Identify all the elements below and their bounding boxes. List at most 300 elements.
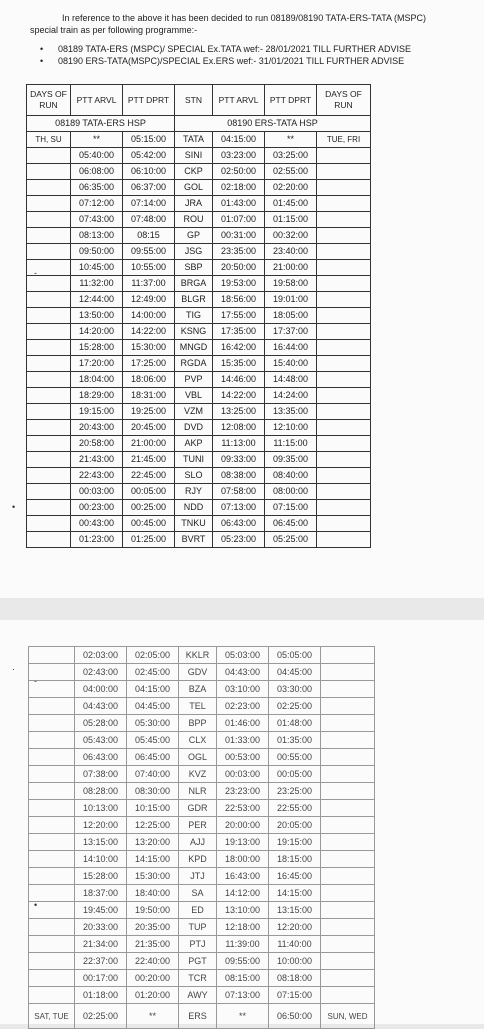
station-cell: MNGD bbox=[175, 340, 213, 356]
return-departure-cell: 12:20:00 bbox=[269, 919, 321, 936]
return-days-of-run-cell bbox=[321, 851, 375, 868]
return-departure-cell: 18:05:00 bbox=[265, 308, 317, 324]
days-of-run-cell bbox=[27, 532, 71, 548]
return-days-of-run-cell bbox=[317, 244, 371, 260]
days-of-run-cell bbox=[27, 516, 71, 532]
station-cell: GOL bbox=[175, 180, 213, 196]
return-departure-cell: 06:50:00 bbox=[269, 1004, 321, 1029]
station-cell: BRGA bbox=[175, 276, 213, 292]
days-of-run-cell bbox=[29, 698, 75, 715]
return-departure-cell: 17:37:00 bbox=[265, 324, 317, 340]
days-of-run-cell bbox=[29, 681, 75, 698]
departure-cell: 00:20:00 bbox=[127, 970, 179, 987]
days-of-run-cell bbox=[29, 919, 75, 936]
departure-cell: 20:45:00 bbox=[123, 420, 175, 436]
arrival-cell: 18:29:00 bbox=[71, 388, 123, 404]
return-days-of-run-cell bbox=[317, 148, 371, 164]
return-days-of-run-cell bbox=[321, 732, 375, 749]
return-departure-header: PTT DPRT bbox=[265, 85, 317, 116]
return-arrival-cell: 00:03:00 bbox=[217, 766, 269, 783]
return-arrival-cell: 14:46:00 bbox=[213, 372, 265, 388]
return-departure-cell: 09:35:00 bbox=[265, 452, 317, 468]
arrival-cell: 02:03:00 bbox=[75, 647, 127, 664]
return-days-of-run-cell bbox=[317, 292, 371, 308]
departure-cell: 07:48:00 bbox=[123, 212, 175, 228]
departure-cell: 04:45:00 bbox=[127, 698, 179, 715]
station-cell: SINI bbox=[175, 148, 213, 164]
station-cell: TATA bbox=[175, 132, 213, 148]
return-departure-cell: 01:35:00 bbox=[269, 732, 321, 749]
table-row bbox=[27, 532, 371, 548]
return-days-of-run-cell bbox=[321, 902, 375, 919]
station-cell: OGL bbox=[179, 749, 217, 766]
return-arrival-cell: ** bbox=[217, 1004, 269, 1029]
table-row bbox=[29, 647, 375, 664]
departure-cell: 13:20:00 bbox=[127, 834, 179, 851]
return-departure-cell: 05:25:00 bbox=[265, 532, 317, 548]
arrival-cell: 00:17:00 bbox=[75, 970, 127, 987]
return-days-of-run-cell bbox=[317, 212, 371, 228]
table-row bbox=[29, 970, 375, 987]
table-row bbox=[27, 356, 371, 372]
return-arrival-cell: 00:31:00 bbox=[213, 228, 265, 244]
return-days-of-run-cell bbox=[321, 681, 375, 698]
return-days-of-run-cell bbox=[321, 749, 375, 766]
return-arrival-cell: 07:58:00 bbox=[213, 484, 265, 500]
days-of-run-header: DAYS OF RUN bbox=[27, 85, 71, 116]
return-arrival-cell: 14:12:00 bbox=[217, 885, 269, 902]
arrival-cell: 02:43:00 bbox=[75, 664, 127, 681]
days-of-run-cell bbox=[27, 180, 71, 196]
return-arrival-cell: 23:23:00 bbox=[217, 783, 269, 800]
days-of-run-cell bbox=[29, 902, 75, 919]
table-row bbox=[27, 212, 371, 228]
margin-mark: • bbox=[12, 502, 16, 512]
return-days-of-run-cell bbox=[317, 436, 371, 452]
station-header: STN bbox=[175, 85, 213, 116]
arrival-cell: 10:45:00 bbox=[71, 260, 123, 276]
arrival-cell: 22:37:00 bbox=[75, 953, 127, 970]
days-of-run-cell bbox=[27, 372, 71, 388]
departure-cell: 19:25:00 bbox=[123, 404, 175, 420]
days-of-run-cell bbox=[27, 500, 71, 516]
return-days-of-run-cell bbox=[321, 698, 375, 715]
return-arrival-cell: 20:00:00 bbox=[217, 817, 269, 834]
return-days-of-run-cell bbox=[317, 340, 371, 356]
departure-cell: 00:05:00 bbox=[123, 484, 175, 500]
departure-cell: 22:45:00 bbox=[123, 468, 175, 484]
departure-cell: 06:45:00 bbox=[127, 749, 179, 766]
return-arrival-cell: 18:00:00 bbox=[217, 851, 269, 868]
departure-cell: 19:50:00 bbox=[127, 902, 179, 919]
table-row bbox=[29, 766, 375, 783]
return-arrival-cell: 08:38:00 bbox=[213, 468, 265, 484]
return-departure-cell: 20:05:00 bbox=[269, 817, 321, 834]
arrival-cell: 07:38:00 bbox=[75, 766, 127, 783]
station-cell: KPD bbox=[179, 851, 217, 868]
arrival-cell: 04:00:00 bbox=[75, 681, 127, 698]
return-arrival-cell: 19:53:00 bbox=[213, 276, 265, 292]
station-cell: DVD bbox=[175, 420, 213, 436]
station-cell: SA bbox=[179, 885, 217, 902]
arrival-cell: 12:20:00 bbox=[75, 817, 127, 834]
station-cell: BZA bbox=[179, 681, 217, 698]
table-row bbox=[29, 715, 375, 732]
days-of-run-cell bbox=[29, 732, 75, 749]
return-departure-cell: 12:10:00 bbox=[265, 420, 317, 436]
table-row bbox=[29, 987, 375, 1004]
table-row bbox=[27, 420, 371, 436]
station-cell: KSNG bbox=[175, 324, 213, 340]
station-cell: GP bbox=[175, 228, 213, 244]
return-departure-cell: 00:05:00 bbox=[269, 766, 321, 783]
table-row bbox=[27, 292, 371, 308]
return-days-of-run-cell bbox=[321, 987, 375, 1004]
return-days-of-run-cell bbox=[321, 936, 375, 953]
station-cell: TEL bbox=[179, 698, 217, 715]
bullet-text: 08190 ERS-TATA(MSPC)/SPECIAL Ex.ERS wef:- 31/01/2021 TILL FURTHER ADVISE bbox=[58, 56, 405, 66]
days-of-run-cell bbox=[27, 148, 71, 164]
return-arrival-cell: 19:13:00 bbox=[217, 834, 269, 851]
return-arrival-cell: 01:07:00 bbox=[213, 212, 265, 228]
header-row bbox=[27, 85, 371, 116]
station-cell: ED bbox=[179, 902, 217, 919]
departure-cell: 00:45:00 bbox=[123, 516, 175, 532]
table-row bbox=[27, 468, 371, 484]
return-days-of-run-cell bbox=[317, 516, 371, 532]
return-days-of-run-cell bbox=[321, 885, 375, 902]
station-cell: KKLR bbox=[179, 647, 217, 664]
return-departure-cell: 21:00:00 bbox=[265, 260, 317, 276]
return-departure-cell: 00:55:00 bbox=[269, 749, 321, 766]
arrival-cell: 12:44:00 bbox=[71, 292, 123, 308]
return-days-of-run-cell bbox=[317, 196, 371, 212]
table-row bbox=[29, 732, 375, 749]
return-arrival-cell: 08:15:00 bbox=[217, 970, 269, 987]
table-row bbox=[29, 817, 375, 834]
station-cell: AKP bbox=[175, 436, 213, 452]
departure-cell: 01:25:00 bbox=[123, 532, 175, 548]
days-of-run-cell bbox=[27, 292, 71, 308]
return-arrival-cell: 07:13:00 bbox=[217, 987, 269, 1004]
station-cell: JSG bbox=[175, 244, 213, 260]
station-cell: PVP bbox=[175, 372, 213, 388]
arrival-cell: 19:15:00 bbox=[71, 404, 123, 420]
table-row bbox=[29, 1004, 375, 1029]
return-departure-cell: 01:48:00 bbox=[269, 715, 321, 732]
return-departure-cell: 23:40:00 bbox=[265, 244, 317, 260]
station-cell: SLO bbox=[175, 468, 213, 484]
days-of-run-cell bbox=[29, 868, 75, 885]
return-days-of-run-cell bbox=[317, 228, 371, 244]
station-cell: JTJ bbox=[179, 868, 217, 885]
return-arrival-cell: 12:18:00 bbox=[217, 919, 269, 936]
return-days-of-run-cell bbox=[317, 404, 371, 420]
return-arrival-cell: 11:39:00 bbox=[217, 936, 269, 953]
days-of-run-cell bbox=[27, 164, 71, 180]
arrival-cell: 08:13:00 bbox=[71, 228, 123, 244]
bullet-icon: • bbox=[40, 44, 44, 54]
arrival-cell: ** bbox=[71, 132, 123, 148]
days-of-run-cell bbox=[29, 834, 75, 851]
intro-line-1: In reference to the above it has been decided to run 08189/08190 TATA-ERS-TATA (MSPC) bbox=[62, 13, 427, 23]
return-departure-cell: 13:15:00 bbox=[269, 902, 321, 919]
arrival-cell: 14:10:00 bbox=[75, 851, 127, 868]
return-departure-cell: 15:40:00 bbox=[265, 356, 317, 372]
return-departure-cell: 07:15:00 bbox=[265, 500, 317, 516]
station-cell: TUP bbox=[179, 919, 217, 936]
arrival-cell: 07:12:00 bbox=[71, 196, 123, 212]
return-days-of-run-cell bbox=[321, 800, 375, 817]
departure-cell: 12:25:00 bbox=[127, 817, 179, 834]
table-row bbox=[29, 698, 375, 715]
departure-cell: 01:20:00 bbox=[127, 987, 179, 1004]
return-arrival-cell: 11:13:00 bbox=[213, 436, 265, 452]
return-departure-cell: 04:45:00 bbox=[269, 664, 321, 681]
return-arrival-cell: 01:33:00 bbox=[217, 732, 269, 749]
return-arrival-cell: 13:25:00 bbox=[213, 404, 265, 420]
station-cell: RJY bbox=[175, 484, 213, 500]
table-row bbox=[27, 148, 371, 164]
return-departure-cell: 03:25:00 bbox=[265, 148, 317, 164]
arrival-cell: 10:13:00 bbox=[75, 800, 127, 817]
station-cell: VZM bbox=[175, 404, 213, 420]
days-of-run-cell bbox=[29, 936, 75, 953]
table-row bbox=[27, 276, 371, 292]
return-days-of-run-cell bbox=[317, 468, 371, 484]
return-days-of-run-cell bbox=[317, 324, 371, 340]
return-arrival-cell: 07:13:00 bbox=[213, 500, 265, 516]
return-departure-cell: 14:48:00 bbox=[265, 372, 317, 388]
days-of-run-cell bbox=[27, 324, 71, 340]
departure-cell: 09:55:00 bbox=[123, 244, 175, 260]
table-row bbox=[27, 340, 371, 356]
table-row bbox=[27, 132, 371, 148]
return-arrival-cell: 02:50:00 bbox=[213, 164, 265, 180]
departure-cell: 21:35:00 bbox=[127, 936, 179, 953]
return-arrival-cell: 04:15:00 bbox=[213, 132, 265, 148]
arrival-cell: 00:03:00 bbox=[71, 484, 123, 500]
return-arrival-cell: 17:35:00 bbox=[213, 324, 265, 340]
station-cell: TIG bbox=[175, 308, 213, 324]
return-days-of-run-cell bbox=[321, 715, 375, 732]
days-of-run-cell bbox=[27, 388, 71, 404]
arrival-cell: 15:28:00 bbox=[75, 868, 127, 885]
departure-cell: 12:49:00 bbox=[123, 292, 175, 308]
table-row bbox=[27, 308, 371, 324]
table-row bbox=[29, 919, 375, 936]
departure-cell: 14:15:00 bbox=[127, 851, 179, 868]
days-of-run-cell bbox=[27, 196, 71, 212]
return-departure-cell: 00:32:00 bbox=[265, 228, 317, 244]
return-departure-cell: ** bbox=[265, 132, 317, 148]
table-row bbox=[27, 180, 371, 196]
days-of-run-cell bbox=[29, 800, 75, 817]
days-of-run-cell bbox=[27, 244, 71, 260]
days-of-run-cell bbox=[29, 647, 75, 664]
arrival-cell: 00:23:00 bbox=[71, 500, 123, 516]
return-arrival-cell: 04:43:00 bbox=[217, 664, 269, 681]
arrival-cell: 06:43:00 bbox=[75, 749, 127, 766]
return-arrival-cell: 18:56:00 bbox=[213, 292, 265, 308]
return-days-of-run-cell bbox=[321, 766, 375, 783]
table-row bbox=[27, 516, 371, 532]
departure-cell: 05:15:00 bbox=[123, 132, 175, 148]
return-departure-cell: 08:40:00 bbox=[265, 468, 317, 484]
departure-cell: 05:42:00 bbox=[123, 148, 175, 164]
days-of-run-cell: SAT, TUE bbox=[29, 1004, 75, 1029]
station-cell: RGDA bbox=[175, 356, 213, 372]
intro-paragraph bbox=[30, 12, 470, 36]
return-departure-cell: 13:35:00 bbox=[265, 404, 317, 420]
days-of-run-cell bbox=[27, 452, 71, 468]
days-of-run-cell bbox=[27, 356, 71, 372]
bullet-text: 08189 TATA-ERS (MSPC)/ SPECIAL Ex.TATA wef:- 28/01/2021 TILL FURTHER ADVISE bbox=[58, 44, 411, 54]
departure-cell: 02:45:00 bbox=[127, 664, 179, 681]
return-departure-cell: 16:45:00 bbox=[269, 868, 321, 885]
days-of-run-cell bbox=[27, 340, 71, 356]
table-row bbox=[27, 260, 371, 276]
table-row bbox=[29, 800, 375, 817]
departure-cell: 10:55:00 bbox=[123, 260, 175, 276]
return-arrival-cell: 16:42:00 bbox=[213, 340, 265, 356]
days-of-run-cell bbox=[29, 885, 75, 902]
return-arrival-cell: 03:23:00 bbox=[213, 148, 265, 164]
station-cell: NLR bbox=[179, 783, 217, 800]
departure-cell: 00:25:00 bbox=[123, 500, 175, 516]
departure-cell: 14:00:00 bbox=[123, 308, 175, 324]
bullet-icon: • bbox=[40, 56, 44, 66]
departure-cell: 08:15 bbox=[123, 228, 175, 244]
arrival-cell: 13:50:00 bbox=[71, 308, 123, 324]
days-of-run-cell bbox=[27, 436, 71, 452]
station-cell: CKP bbox=[175, 164, 213, 180]
arrival-cell: 07:43:00 bbox=[71, 212, 123, 228]
return-departure-cell: 08:18:00 bbox=[269, 970, 321, 987]
margin-mark: - bbox=[34, 676, 37, 686]
arrival-cell: 05:28:00 bbox=[75, 715, 127, 732]
return-arrival-cell: 20:50:00 bbox=[213, 260, 265, 276]
return-arrival-cell: 13:10:00 bbox=[217, 902, 269, 919]
days-of-run-cell bbox=[29, 749, 75, 766]
table-row bbox=[29, 664, 375, 681]
arrival-cell: 21:43:00 bbox=[71, 452, 123, 468]
table-row bbox=[29, 749, 375, 766]
days-of-run-cell bbox=[27, 420, 71, 436]
arrival-cell: 06:08:00 bbox=[71, 164, 123, 180]
arrival-cell: 11:32:00 bbox=[71, 276, 123, 292]
days-of-run-cell bbox=[29, 766, 75, 783]
days-of-run-cell bbox=[29, 715, 75, 732]
return-departure-cell: 10:00:00 bbox=[269, 953, 321, 970]
arrival-cell: 01:23:00 bbox=[71, 532, 123, 548]
departure-cell: ** bbox=[127, 1004, 179, 1029]
days-of-run-cell bbox=[27, 404, 71, 420]
departure-cell: 06:10:00 bbox=[123, 164, 175, 180]
table-row bbox=[27, 404, 371, 420]
table-row bbox=[29, 936, 375, 953]
days-of-run-cell bbox=[29, 953, 75, 970]
departure-cell: 18:40:00 bbox=[127, 885, 179, 902]
table-row bbox=[29, 885, 375, 902]
return-departure-cell: 23:25:00 bbox=[269, 783, 321, 800]
table-row bbox=[27, 244, 371, 260]
return-arrival-cell: 01:43:00 bbox=[213, 196, 265, 212]
return-arrival-header: PTT ARVL bbox=[213, 85, 265, 116]
return-departure-cell: 05:05:00 bbox=[269, 647, 321, 664]
departure-cell: 10:15:00 bbox=[127, 800, 179, 817]
station-cell: CLX bbox=[179, 732, 217, 749]
arrival-cell: 17:20:00 bbox=[71, 356, 123, 372]
return-departure-cell: 01:15:00 bbox=[265, 212, 317, 228]
return-days-of-run-cell bbox=[317, 452, 371, 468]
return-departure-cell: 14:24:00 bbox=[265, 388, 317, 404]
return-departure-cell: 06:45:00 bbox=[265, 516, 317, 532]
days-of-run-cell bbox=[29, 970, 75, 987]
return-arrival-cell: 17:55:00 bbox=[213, 308, 265, 324]
arrival-cell: 00:43:00 bbox=[71, 516, 123, 532]
station-cell: NDD bbox=[175, 500, 213, 516]
days-of-run-cell bbox=[27, 308, 71, 324]
return-departure-cell: 16:44:00 bbox=[265, 340, 317, 356]
arrival-cell: 20:58:00 bbox=[71, 436, 123, 452]
arrival-cell: 21:34:00 bbox=[75, 936, 127, 953]
return-departure-cell: 11:15:00 bbox=[265, 436, 317, 452]
table-row bbox=[27, 196, 371, 212]
intro-line-2: special train as per following programme:- bbox=[30, 25, 198, 35]
departure-cell: 21:45:00 bbox=[123, 452, 175, 468]
station-cell: JRA bbox=[175, 196, 213, 212]
margin-mark: • bbox=[34, 900, 38, 910]
bullet-item bbox=[40, 44, 411, 55]
departure-cell: 15:30:00 bbox=[127, 868, 179, 885]
timetable-part-2 bbox=[28, 646, 375, 1029]
departure-cell: 05:30:00 bbox=[127, 715, 179, 732]
bullet-item bbox=[40, 56, 404, 67]
table-row bbox=[27, 324, 371, 340]
station-cell: PGT bbox=[179, 953, 217, 970]
departure-cell: 02:05:00 bbox=[127, 647, 179, 664]
station-cell: TCR bbox=[179, 970, 217, 987]
return-arrival-cell: 05:23:00 bbox=[213, 532, 265, 548]
arrival-cell: 18:37:00 bbox=[75, 885, 127, 902]
return-departure-cell: 18:15:00 bbox=[269, 851, 321, 868]
return-departure-cell: 19:15:00 bbox=[269, 834, 321, 851]
table-row bbox=[29, 868, 375, 885]
table-row bbox=[27, 372, 371, 388]
days-of-run-cell bbox=[29, 851, 75, 868]
return-arrival-cell: 06:43:00 bbox=[213, 516, 265, 532]
return-days-of-run-cell bbox=[317, 500, 371, 516]
table-row bbox=[27, 500, 371, 516]
return-days-of-run-cell bbox=[317, 276, 371, 292]
days-of-run-cell bbox=[27, 212, 71, 228]
arrival-cell: 20:33:00 bbox=[75, 919, 127, 936]
return-departure-cell: 07:15:00 bbox=[269, 987, 321, 1004]
table-row bbox=[29, 953, 375, 970]
table-row bbox=[29, 834, 375, 851]
return-days-of-run-cell: TUE, FRI bbox=[317, 132, 371, 148]
return-departure-cell: 02:20:00 bbox=[265, 180, 317, 196]
days-of-run-cell bbox=[27, 484, 71, 500]
station-cell: TNKU bbox=[175, 516, 213, 532]
return-days-of-run-cell bbox=[317, 484, 371, 500]
station-cell: BLGR bbox=[175, 292, 213, 308]
arrival-cell: 09:50:00 bbox=[71, 244, 123, 260]
return-arrival-cell: 12:08:00 bbox=[213, 420, 265, 436]
return-departure-cell: 03:30:00 bbox=[269, 681, 321, 698]
return-departure-cell: 02:55:00 bbox=[265, 164, 317, 180]
